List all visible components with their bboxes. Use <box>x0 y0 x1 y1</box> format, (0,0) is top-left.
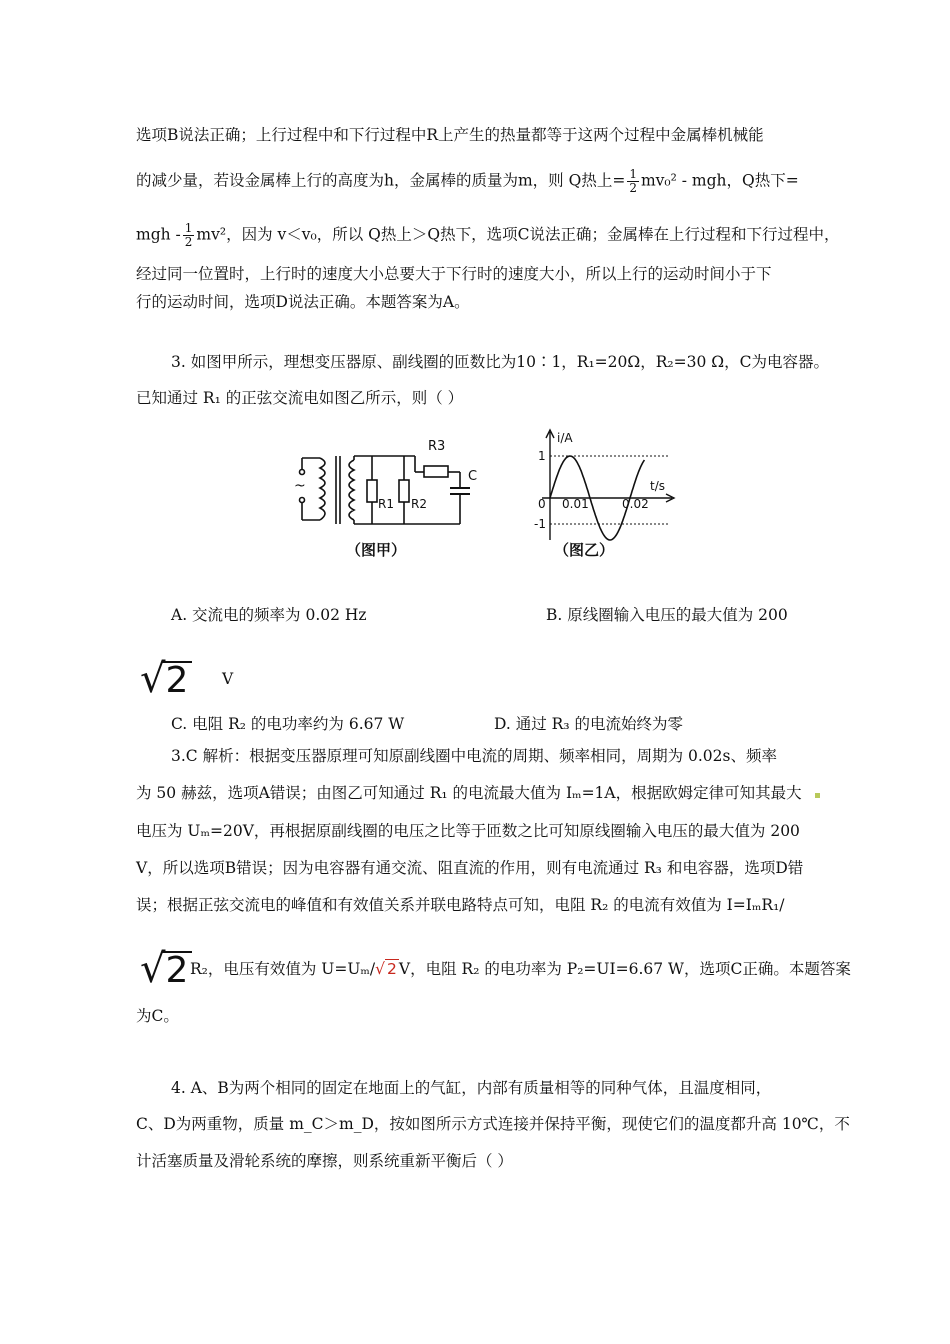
label-r2: R2 <box>411 497 427 511</box>
terminal-top <box>300 470 305 475</box>
para1-line3-a: mgh - <box>136 225 181 244</box>
ac-source-symbol: ~ <box>294 478 306 494</box>
tick-001: 0.01 <box>562 497 589 511</box>
para1-line5: 行的运动时间，选项D说法正确。本题答案为A。 <box>136 293 470 311</box>
y-axis-label: i/A <box>557 431 573 445</box>
circuit-diagram <box>290 428 490 563</box>
label-r3: R3 <box>428 439 446 454</box>
ans3-line7: 为C。 <box>136 1007 179 1025</box>
sqrt-2-inline: √ 2 <box>375 960 397 978</box>
q4-line2: C、D为两重物，质量 m_C＞m_D，按如图所示方式连接并保持平衡，现使它们的温度都升高 10℃，不 <box>136 1115 850 1133</box>
frac-num-2: 1 <box>184 221 193 235</box>
para1-line2-b: mv₀² - mgh，Q热下= <box>640 171 799 190</box>
option-d: D. 通过 R₃ 的电流始终为零 <box>494 715 683 733</box>
ans3-line6-b: V，电阻 R₂ 的电功率为 P₂=UI=6.67 W，选项C正确。本题答案 <box>398 960 851 978</box>
sqrt-inline-arg: 2 <box>387 960 397 978</box>
q4-line3: 计活塞质量及滑轮系统的摩擦，则系统重新平衡后（ ） <box>136 1152 513 1170</box>
primary-coil <box>320 458 325 520</box>
radical-symbol: √ <box>140 656 166 702</box>
ans3-line2: 为 50 赫兹，选项A错误；由图乙可知通过 R₁ 的电流最大值为 Iₘ=1A，根据欧姆定律可知其最大 <box>136 784 802 802</box>
option-b: B. 原线圈输入电压的最大值为 200 <box>546 606 788 624</box>
fraction-half-2 <box>183 222 195 249</box>
ans3-line3: 电压为 Uₘ=20V，再根据原副线圈的电压之比等于匝数之比可知原线圈输入电压的最大值为 200 <box>136 822 800 840</box>
para1-line2-a: 的减少量，若设金属棒上行的高度为h，金属棒的质量为m，则 Q热上= <box>136 171 626 190</box>
q4-line1: 4. A、B为两个相同的固定在地面上的气缸，内部有质量相等的同种气体，且温度相同， <box>171 1079 772 1097</box>
option-a: A. 交流电的频率为 0.02 Hz <box>171 606 367 624</box>
para1-line3 <box>136 221 840 249</box>
x-axis-label: t/s <box>650 479 665 493</box>
frac-den: 2 <box>629 181 637 195</box>
option-c: C. 电阻 R₂ 的电功率约为 6.67 W <box>171 715 405 733</box>
radical-arg-2: 2 <box>162 951 193 989</box>
sqrt-2-option-b <box>140 656 192 702</box>
q3-line1: 3. 如图甲所示，理想变压器原、副线圈的匝数比为10∶1，R₁=20Ω，R₂=30 Ω，C为电容器。 <box>171 353 829 371</box>
secondary-coil <box>349 460 354 520</box>
para1-line1: 选项B说法正确；上行过程中和下行过程中R上产生的热量都等于这两个过程中金属棒机械能 <box>136 126 764 144</box>
current-waveform-graph <box>520 428 680 563</box>
q3-line2: 已知通过 R₁ 的正弦交流电如图乙所示，则（ ） <box>136 389 464 407</box>
stray-mark <box>815 793 820 798</box>
resistor-r3 <box>424 466 448 477</box>
para1-line3-b: mv²，因为 v＜v₀，所以 Q热上＞Q热下，选项C说法正确；金属棒在上行过程和下行过程中， <box>196 225 840 244</box>
tick-002: 0.02 <box>622 497 649 511</box>
fig2-caption: （图乙） <box>554 541 615 559</box>
terminal-bottom <box>300 498 305 503</box>
ans3-line4: V，所以选项B错误；因为电容器有通交流、阻直流的作用，则有电流通过 R₃ 和电容器，选项D错 <box>136 859 804 877</box>
sqrt-2-answer <box>140 946 192 992</box>
tick-1: 1 <box>538 449 546 463</box>
tick-0: 0 <box>538 497 546 511</box>
option-b-unit: V <box>222 670 234 688</box>
ans3-line6 <box>190 958 851 980</box>
radical-symbol-2: √ <box>140 946 166 992</box>
tick-minus1: -1 <box>534 517 546 531</box>
ans3-line6-a: R₂，电压有效值为 U=Uₘ/ <box>190 960 376 978</box>
para1-line4: 经过同一位置时，上行时的速度大小总要大于下行时的速度大小，所以上行的运动时间小于下 <box>136 265 772 283</box>
fraction-half <box>627 168 639 195</box>
fig1-caption: （图甲） <box>346 541 407 559</box>
para1-line2 <box>136 168 816 195</box>
ans3-line5: 误；根据正弦交流电的峰值和有效值关系并联电路特点可知，电阻 R₂ 的电流有效值为 I=IₘR₁/ <box>136 896 785 914</box>
label-r1: R1 <box>378 497 394 511</box>
frac-den-2: 2 <box>184 235 193 249</box>
label-c: C <box>468 469 478 484</box>
ans3-line1: 3.C 解析：根据变压器原理可知原副线圈中电流的周期、频率相同，周期为 0.02s、频率 <box>171 747 777 765</box>
resistor-r2 <box>399 480 409 502</box>
radical-arg: 2 <box>162 661 193 699</box>
resistor-r1 <box>367 480 377 502</box>
frac-num: 1 <box>629 167 637 181</box>
